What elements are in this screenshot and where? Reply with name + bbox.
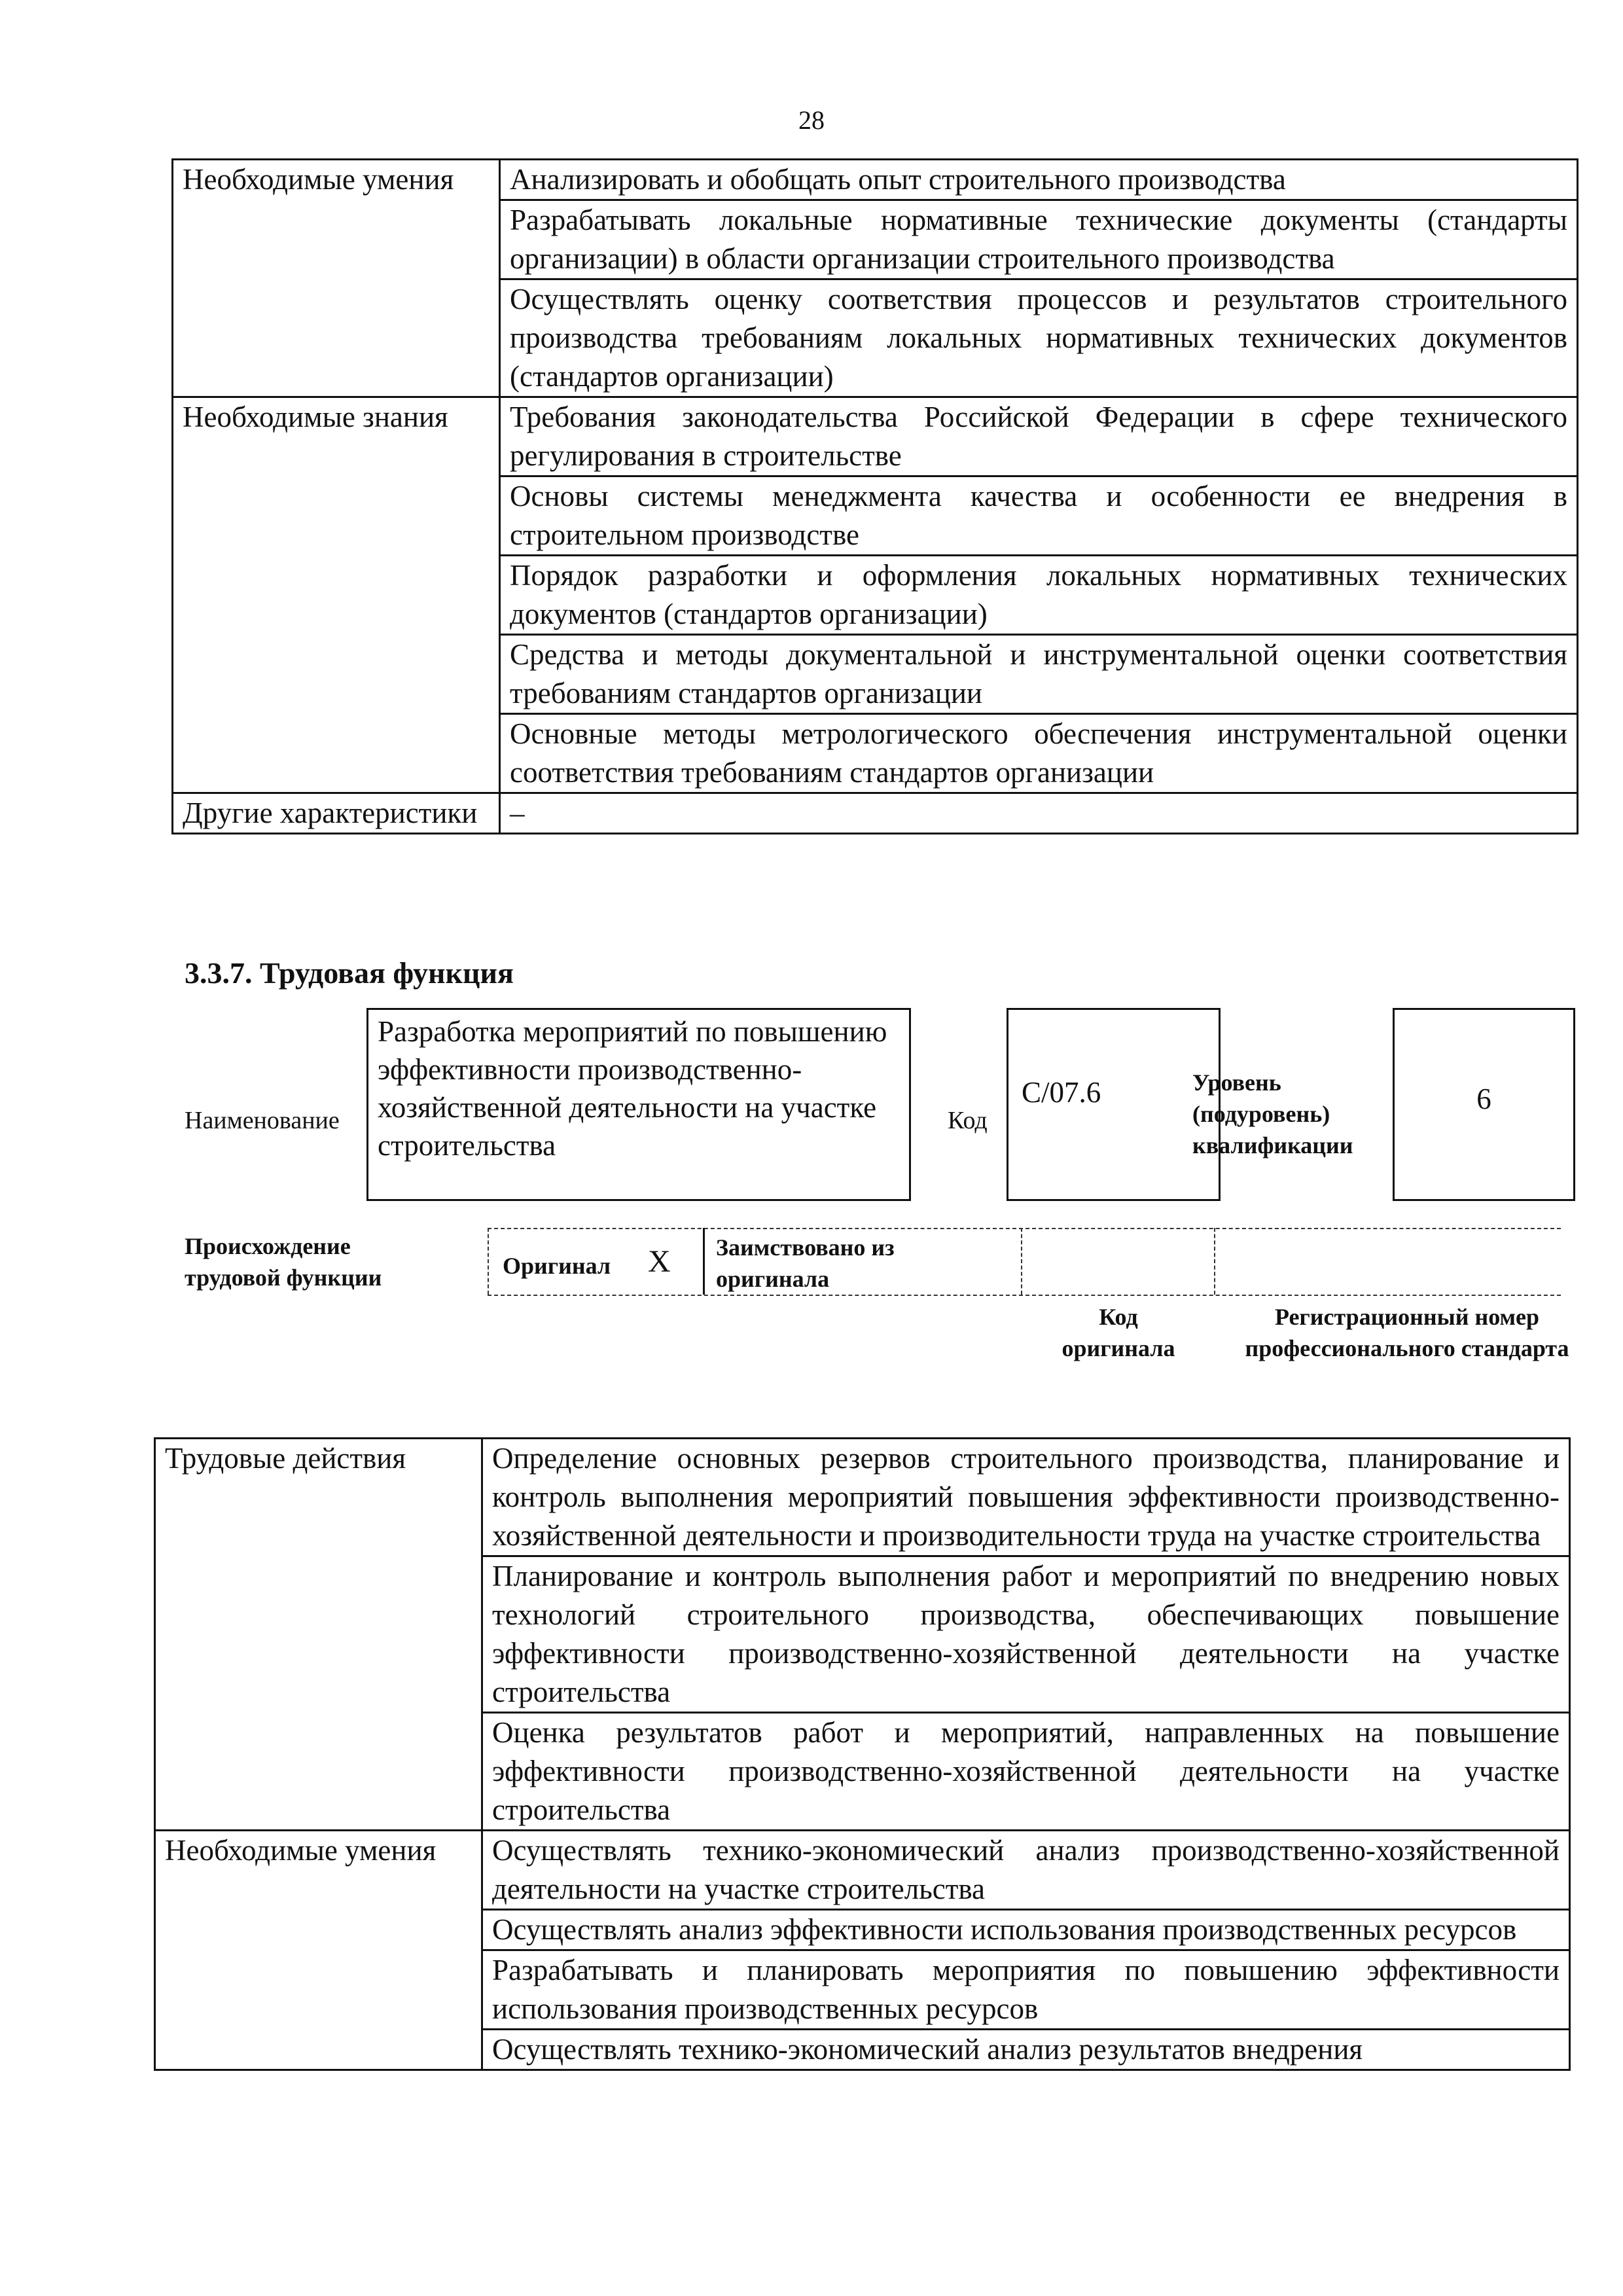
row-item: Анализировать и обобщать опыт строительного производства: [500, 160, 1578, 200]
row-item: Осуществлять оценку соответствия процессов и результатов строительного производства требованиям локальных нормативных технических документов (стандартов организации): [500, 279, 1578, 397]
table-row: [173, 160, 1578, 200]
origin-divider-3: [1214, 1228, 1215, 1295]
origin-left-border: [488, 1228, 489, 1295]
skills-knowledge-table: [171, 158, 1578, 834]
row-item: –: [500, 793, 1578, 834]
borrowed-label: Заимствовано из оригинала: [716, 1234, 895, 1292]
section-title: 3.3.7. Трудовая функция: [185, 956, 514, 990]
row-item: Основные методы метрологического обеспечения инструментальной оценки соответствия требованиям стандартов организации: [500, 714, 1578, 793]
row-item: Разрабатывать и планировать мероприятия по повышению эффективности использования производственных ресурсов: [482, 1950, 1570, 2030]
row-item: Разрабатывать локальные нормативные технические документы (стандарты организации) в области организации строительного производства: [500, 200, 1578, 279]
row-label: Трудовые действия: [155, 1439, 482, 1831]
function-name-box: Разработка мероприятий по повышению эффективности производственно-хозяйственной деятельности на участке строительства: [366, 1008, 911, 1201]
row-item: Планирование и контроль выполнения работ и мероприятий по внедрению новых технологий строительного производства, обеспечивающих повышение эффективности производственно-хозяйственной деятельности на участке строительства: [482, 1556, 1570, 1713]
origin-bottom-border: [488, 1295, 1561, 1296]
qualification-level-box: 6: [1393, 1008, 1575, 1201]
origin-label: Происхождение трудовой функции: [185, 1233, 382, 1291]
row-label: Необходимые знания: [173, 397, 500, 793]
row-item: Определение основных резервов строительного производства, планирование и контроль выполнения мероприятий повышения эффективности производственно-хозяйственной деятельности и производительности труда на участке строительства: [482, 1439, 1570, 1556]
original-label: Оригинал: [503, 1253, 611, 1279]
code-original-label: Код оригинала: [1061, 1304, 1175, 1361]
row-label: Необходимые умения: [173, 160, 500, 397]
row-item: Порядок разработки и оформления локальных нормативных технических документов (стандартов организации): [500, 556, 1578, 635]
row-item: Осуществлять анализ эффективности использования производственных ресурсов: [482, 1910, 1570, 1950]
code-label: Код: [948, 1107, 988, 1134]
row-item: Средства и методы документальной и инструментальной оценки соответствия требованиям стандартов организации: [500, 635, 1578, 714]
row-item: Основы системы менеджмента качества и особенности ее внедрения в строительном производстве: [500, 476, 1578, 556]
origin-divider-2: [1021, 1228, 1022, 1295]
row-label: Другие характеристики: [173, 793, 500, 834]
row-label: Необходимые умения: [155, 1831, 482, 2070]
table-row: [155, 1831, 1570, 1910]
table-row: [173, 397, 1578, 476]
original-mark: Х: [648, 1244, 671, 1279]
row-item: Требования законодательства Российской Федерации в сфере технического регулирования в строительстве: [500, 397, 1578, 476]
table-row: [155, 1439, 1570, 1556]
row-item: Оценка результатов работ и мероприятий, направленных на повышение эффективности производственно-хозяйственной деятельности на участке строительства: [482, 1713, 1570, 1831]
name-label: Наименование: [185, 1107, 340, 1134]
page-number: 28: [798, 105, 825, 135]
row-item: Осуществлять технико-экономический анализ производственно-хозяйственной деятельности на участке строительства: [482, 1831, 1570, 1910]
table-row: [173, 793, 1578, 834]
origin-divider-1: [703, 1228, 705, 1295]
level-label: Уровень (подуровень) квалификации: [1192, 1069, 1353, 1158]
origin-top-border: [488, 1228, 1561, 1229]
labor-actions-table: [154, 1437, 1571, 2071]
function-code-box: С/07.6: [1007, 1008, 1221, 1201]
row-item: Осуществлять технико-экономический анализ результатов внедрения: [482, 2030, 1570, 2070]
reg-number-label: Регистрационный номер профессионального стандарта: [1245, 1304, 1569, 1361]
